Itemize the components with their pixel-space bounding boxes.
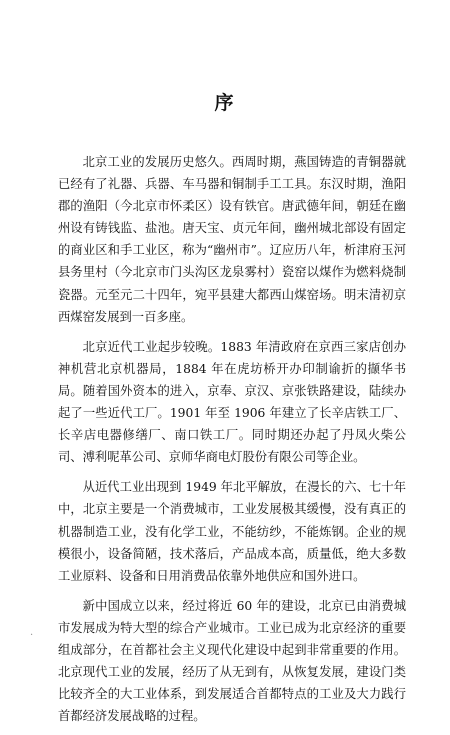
paragraph-2: 北京近代工业起步较晚。1883 年清政府在京西三家店创办神机营北京机器局，1884 年在虎坊桥开办印制谕折的撷华书局。随着国外资本的进入，京奉、京汉、京张铁路建设，陆续办起了一些近代工厂。1901 年至 1906 年建立了长辛店铁工厂、长辛店电器修缮厂、南口铁工厂。同时期还办起了丹凤火柴公司、溥利呢革公司、京师华商电灯股份有限公司等企业。 (58, 339, 406, 465)
body-text (58, 151, 406, 735)
paragraph-3: 从近代工业出现到 1949 年北平解放，在漫长的六、七十年中，北京主要是一个消费城市，工业发展极其缓慢，没有真正的机器制造工业，没有化学工业，不能纺纱，不能炼钢。企业的规模很小，设备简陋，技术落后，产品成本高，质量低，绝大多数工业原料、设备和日用消费品依靠外地供应和国外进口。 (58, 480, 406, 583)
paragraph-1: 北京工业的发展历史悠久。西周时期，燕国铸造的青铜器就已经有了礼器、兵器、车马器和铜制手工工具。东汉时期，渔阳郡的渔阳（今北京市怀柔区）设有铁官。唐武德年间，朝廷在幽州设有铸钱监、盐池。唐天宝、贞元年间，幽州城北部设有固定的商业区和手工业区，称为“幽州市”。辽应历八年，析津府玉河县务里村（今北京市门头沟区龙泉雾村）瓷窑以煤作为燃料烧制瓷器。元至元二十四年，宛平县建大都西山煤窑场。明末清初京西煤窑发展到一百多座。 (58, 155, 406, 324)
scan-speck: · (30, 630, 34, 641)
paragraph-4: 新中国成立以来，经过将近 60 年的建设，北京已由消费城市发展成为特大型的综合产业城市。工业已成为北京经济的重要组成部分，在首都社会主义现代化建设中起到非常重要的作用。北京现代工业的发展，经历了从无到有，从恢复发展，建设门类比较齐全的大工业体系，到发展适合首都特点的工业及大力践行首都经济发展战略的过程。 (58, 598, 406, 724)
page-title: 序 (214, 92, 236, 114)
